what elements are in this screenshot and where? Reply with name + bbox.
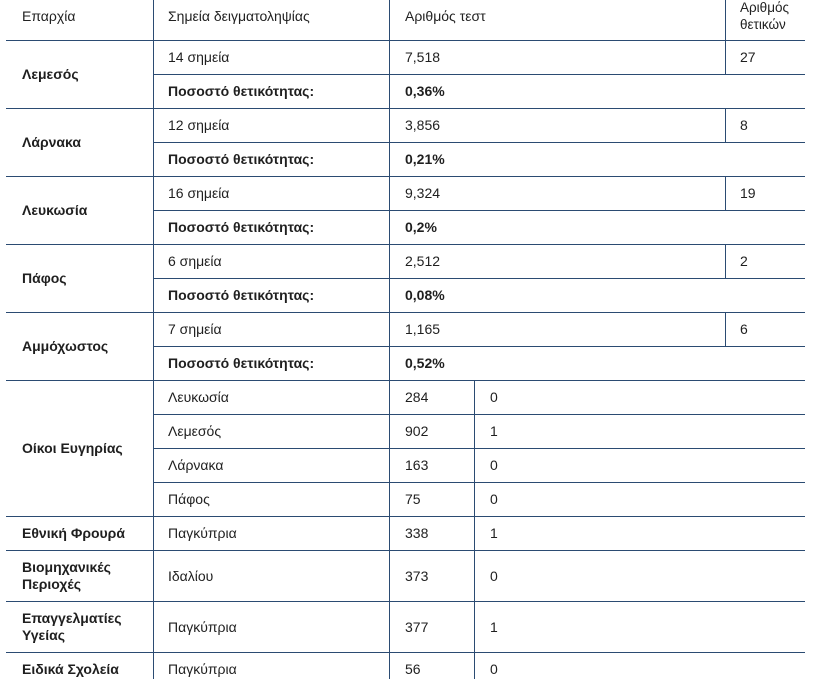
- row-divider: [153, 142, 805, 143]
- group-location: Παγκύπρια: [168, 525, 237, 541]
- row-divider: [153, 74, 805, 75]
- group-tests: 377: [405, 618, 429, 635]
- header-sampling-points: Σημεία δειγματοληψίας: [168, 8, 310, 24]
- test-count: 7,518: [405, 49, 441, 65]
- care-home-location: Λεμεσός: [168, 423, 222, 439]
- row-divider: [6, 652, 805, 653]
- group-tests: 373: [405, 567, 429, 584]
- positivity-rate: 0,2%: [405, 219, 437, 235]
- column-divider: [725, 0, 726, 40]
- row-divider: [153, 482, 805, 483]
- row-divider: [153, 414, 805, 415]
- group-positives: 1: [490, 618, 498, 635]
- row-divider: [153, 278, 805, 279]
- column-divider: [474, 380, 475, 679]
- care-home-location: Πάφος: [168, 491, 210, 507]
- group-location: Ιδαλίου: [168, 567, 214, 584]
- test-count: 9,324: [405, 185, 441, 201]
- district-name: Πάφος: [22, 270, 67, 286]
- group-name: Εθνική Φρουρά: [22, 525, 125, 541]
- positivity-label: Ποσοστό θετικότητας:: [168, 287, 315, 303]
- care-home-tests: 902: [405, 423, 429, 439]
- test-count: 3,856: [405, 117, 441, 133]
- care-home-tests: 75: [405, 491, 421, 507]
- positivity-label: Ποσοστό θετικότητας:: [168, 83, 315, 99]
- care-home-positives: 0: [490, 389, 498, 405]
- group-name: Βιομηχανικές Περιοχές: [22, 558, 111, 592]
- row-divider: [6, 601, 805, 602]
- column-divider: [725, 40, 726, 74]
- positivity-label: Ποσοστό θετικότητας:: [168, 355, 315, 371]
- group-positives: 0: [490, 661, 498, 677]
- row-divider: [6, 244, 805, 245]
- positive-count: 27: [740, 49, 756, 65]
- care-home-location: Λευκωσία: [168, 389, 229, 405]
- row-divider: [6, 176, 805, 177]
- sampling-points: 7 σημεία: [168, 321, 222, 337]
- positivity-rate: 0,52%: [405, 355, 445, 371]
- row-divider: [153, 448, 805, 449]
- sampling-points: 12 σημεία: [168, 117, 230, 133]
- row-divider: [6, 108, 805, 109]
- care-home-positives: 1: [490, 423, 498, 439]
- test-count: 1,165: [405, 321, 441, 337]
- positive-count: 2: [740, 253, 748, 269]
- sampling-points: 16 σημεία: [168, 185, 230, 201]
- row-divider: [6, 380, 805, 381]
- positive-count: 19: [740, 185, 756, 201]
- group-location: Παγκύπρια: [168, 661, 237, 677]
- row-divider: [6, 312, 805, 313]
- positivity-rate: 0,36%: [405, 83, 445, 99]
- positivity-label: Ποσοστό θετικότητας:: [168, 219, 315, 235]
- column-divider: [725, 312, 726, 346]
- district-name: Αμμόχωστος: [22, 338, 109, 354]
- row-divider: [6, 550, 805, 551]
- column-divider: [725, 176, 726, 210]
- row-divider: [6, 516, 805, 517]
- column-divider: [153, 0, 154, 679]
- sampling-points: 6 σημεία: [168, 253, 222, 269]
- group-tests: 338: [405, 525, 429, 541]
- group-positives: 1: [490, 525, 498, 541]
- header-district: Επαρχία: [22, 8, 76, 24]
- care-home-tests: 284: [405, 389, 429, 405]
- positive-count: 6: [740, 321, 748, 337]
- district-name: Λάρνακα: [22, 134, 81, 150]
- care-homes-name: Οίκοι Ευγηρίας: [22, 440, 123, 456]
- group-name: Ειδικά Σχολεία: [22, 661, 119, 677]
- row-divider: [153, 210, 805, 211]
- care-home-positives: 0: [490, 457, 498, 473]
- positive-count: 8: [740, 117, 748, 133]
- column-divider: [725, 108, 726, 142]
- care-home-positives: 0: [490, 491, 498, 507]
- header-positives: Αριθμός θετικών: [740, 0, 789, 32]
- care-home-location: Λάρνακα: [168, 457, 224, 473]
- column-divider: [389, 0, 390, 679]
- group-location: Παγκύπρια: [168, 618, 237, 635]
- column-divider: [725, 244, 726, 278]
- district-name: Λευκωσία: [22, 202, 88, 218]
- header-tests: Αριθμός τεστ: [405, 8, 486, 24]
- positivity-rate: 0,21%: [405, 151, 445, 167]
- group-positives: 0: [490, 567, 498, 584]
- row-divider: [153, 346, 805, 347]
- positivity-label: Ποσοστό θετικότητας:: [168, 151, 315, 167]
- positivity-rate: 0,08%: [405, 287, 445, 303]
- group-tests: 56: [405, 661, 421, 677]
- row-divider: [6, 40, 805, 41]
- sampling-points: 14 σημεία: [168, 49, 230, 65]
- group-name: Επαγγελματίες Υγείας: [22, 609, 122, 643]
- district-name: Λεμεσός: [22, 66, 79, 82]
- test-count: 2,512: [405, 253, 441, 269]
- care-home-tests: 163: [405, 457, 429, 473]
